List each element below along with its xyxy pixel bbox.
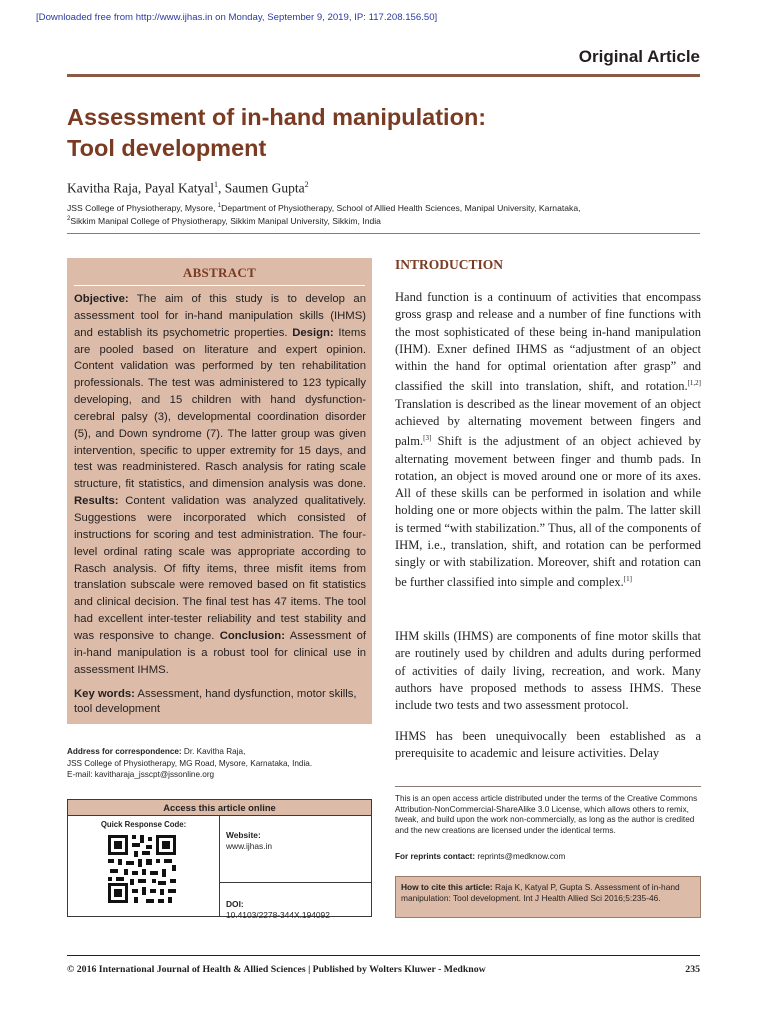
reprints-contact	[395, 852, 565, 861]
p1-text-c: Shift is the adjustment of an object achieved by alternating movement between finger and thumb pads. In rotation, an object is moved around one or more of its axes. All of these skills can be performed in isolation and while holding one or more objects within the palm. The latter skill is termed “with stabilization.” Thus, all of the components of IHM, i.e., translation, shift, and rotation can be performed singly or with stabilization. Moreover, shift and rotation can be further classified into simple and complex.	[395, 434, 701, 590]
results-label: Results:	[74, 495, 119, 508]
license-note: This is an open access article distributed under the terms of the Creative Commons Attribution-NonCommercial-ShareAlike 3.0 License, which allows others to remix, tweak, and build upon the work non-commercially, as long as the author is credited and the new creations are licensed under the identical terms.	[395, 794, 698, 836]
p1-text-a: Hand function is a continuum of activities that encompass gross grasp and release and a number of fine functions with the most sophisticated of these being in-hand manipulation (IHM). Exner defined IHMS as “adjustment of an object within the hand for optimal orientation after grasp” and classified the skill into translation, shift, and rotation.	[395, 290, 701, 394]
results-text: Content validation was analyzed qualitatively. Suggestions were incorporated which consisted of instructions for scoring and test administration. The four-level ordinal rating scale was appropriate according to Rasch analysis. Of fifty items, three misfit items from translation subscale were removed based on fit statistics and clinical decision. The final test has 47 items. The tool had excellent inter-tester reliability and test stability and was responsive to change.	[74, 495, 366, 642]
page-number: 235	[685, 964, 700, 975]
footer-rule	[67, 955, 700, 956]
access-heading: Access this article online	[68, 800, 371, 816]
access-info-cell	[220, 816, 371, 920]
design-text: Items are pooled based on literature and expert opinion. Content validation was performed by ten rehabilitation professionals. The test was administered to 123 typically developing, and 15 children with hand dysfunction-cerebral palsy (3), developmental coordination disorder (5), and Down syndrome (7). The latter group was given intervention, specific to upper extremity for 15 days, and test was readministered. Rasch analysis for rating scale structure, fit statistics, and dimension analysis was done.	[74, 326, 366, 491]
affil-2-sup: 2	[67, 216, 71, 222]
doi-label: DOI:	[226, 899, 244, 909]
author-sup-2: 2	[304, 180, 309, 189]
affil-1-sup: 1	[217, 203, 222, 209]
website-link[interactable]: www.ijhas.in	[226, 841, 273, 851]
reprints-email[interactable]: reprints@medknow.com	[475, 852, 566, 861]
abstract-body	[74, 291, 366, 678]
cite-label: How to cite this article:	[401, 882, 493, 892]
citation-box	[395, 876, 701, 918]
design-label: Design:	[292, 326, 334, 339]
author-sup-1: 1	[213, 180, 218, 189]
article-type-label: Original Article	[578, 47, 700, 66]
qr-code-icon	[106, 833, 178, 905]
download-note: [Downloaded free from http://www.ijhas.in on Monday, September 9, 2019, IP: 117.208.156.50]	[36, 12, 438, 23]
conclusion-label: Conclusion:	[219, 629, 285, 642]
correspondence-address	[67, 746, 312, 781]
author-names-2: , Saumen Gupta	[217, 180, 305, 196]
website-label: Website:	[226, 830, 261, 840]
doi-row	[220, 882, 371, 921]
reprints-label: For reprints contact:	[395, 852, 476, 861]
doi-value[interactable]: 10.4103/2278-344X.194092	[226, 910, 330, 920]
title-line-2: Tool development	[67, 135, 267, 161]
correspondence-line-1	[67, 746, 312, 758]
p1-text-b: Translation is described as the linear movement of an object achieved by alternating movement between fingers and palm.	[395, 396, 701, 449]
article-title	[67, 102, 627, 164]
intro-paragraph-2: IHM skills (IHMS) are components of fine motor skills that are routinely used by children and adults during performed of activities of daily living, recreation, and work. Many authors have proposed methods to assess IHMS. These include two tests and two assessment protocol.	[395, 629, 701, 712]
author-list	[67, 180, 309, 197]
p1-ref-3[interactable]: [1]	[623, 575, 632, 584]
p1-ref-2[interactable]: [3]	[423, 434, 432, 443]
affil-2b: Sikkim Manipal College of Physiotherapy, Sikkim Manipal University, Sikkim, India	[70, 215, 381, 226]
affil-1b: Department of Physiotherapy, School of Allied Health Sciences, Manipal University, Karnataka,	[221, 202, 581, 213]
qr-label: Quick Response Code:	[100, 820, 187, 829]
intro-paragraph-3: IHMS has been unequivocally been established as a prerequisite to academic and leisure activities. Delay	[395, 729, 701, 761]
title-line-1: Assessment of in-hand manipulation:	[67, 104, 487, 130]
keywords-label: Key words:	[74, 688, 135, 700]
website-row	[220, 830, 371, 852]
affiliation-line-2	[67, 214, 381, 227]
affiliation-rule	[67, 233, 700, 234]
objective-text: The aim of this study is to develop an assessment tool for in-hand manipulation skills (IHMS) and establish its psychometric properties.	[74, 293, 366, 339]
cite-text: Raja K, Katyal P, Gupta S. Assessment of in-hand manipulation: Tool development. Int J Health Allied Sci 2016;5:235-46.	[401, 882, 680, 903]
correspondence-label: Address for correspondence:	[67, 747, 182, 756]
conclusion-text: Assessment of in-hand manipulation is a robust tool for clinical use in assessment IHMS.	[74, 629, 366, 676]
keywords	[74, 687, 366, 717]
access-online-box	[67, 799, 372, 920]
abstract-heading: ABSTRACT	[182, 265, 257, 280]
author-names-1: Kavitha Raja, Payal Katyal	[67, 180, 214, 196]
p1-ref-1[interactable]: [1,2]	[687, 379, 701, 388]
correspondence-email[interactable]: E-mail: kavitharaja_jsscpt@jssonline.org	[67, 770, 215, 780]
header-rule	[67, 74, 700, 77]
license-rule	[395, 786, 701, 787]
intro-paragraph-1	[395, 289, 701, 592]
keywords-text: Assessment, hand dysfunction, motor skills, tool development	[74, 688, 357, 715]
affiliation-line-1	[67, 201, 581, 214]
objective-label: Objective:	[74, 293, 129, 305]
correspondence-line-2: JSS College of Physiotherapy, MG Road, Mysore, Karnataka, India.	[67, 758, 313, 768]
abstract-rule	[74, 285, 365, 286]
introduction-heading: INTRODUCTION	[395, 257, 504, 272]
correspondence-name: Dr. Kavitha Raja,	[181, 747, 246, 756]
affil-1a: JSS College of Physiotherapy, Mysore,	[67, 202, 218, 213]
qr-cell	[68, 816, 220, 916]
footer-copyright: © 2016 International Journal of Health & Allied Sciences | Published by Wolters Kluwer - Medknow	[67, 964, 486, 975]
qr-code-image[interactable]	[106, 833, 178, 905]
